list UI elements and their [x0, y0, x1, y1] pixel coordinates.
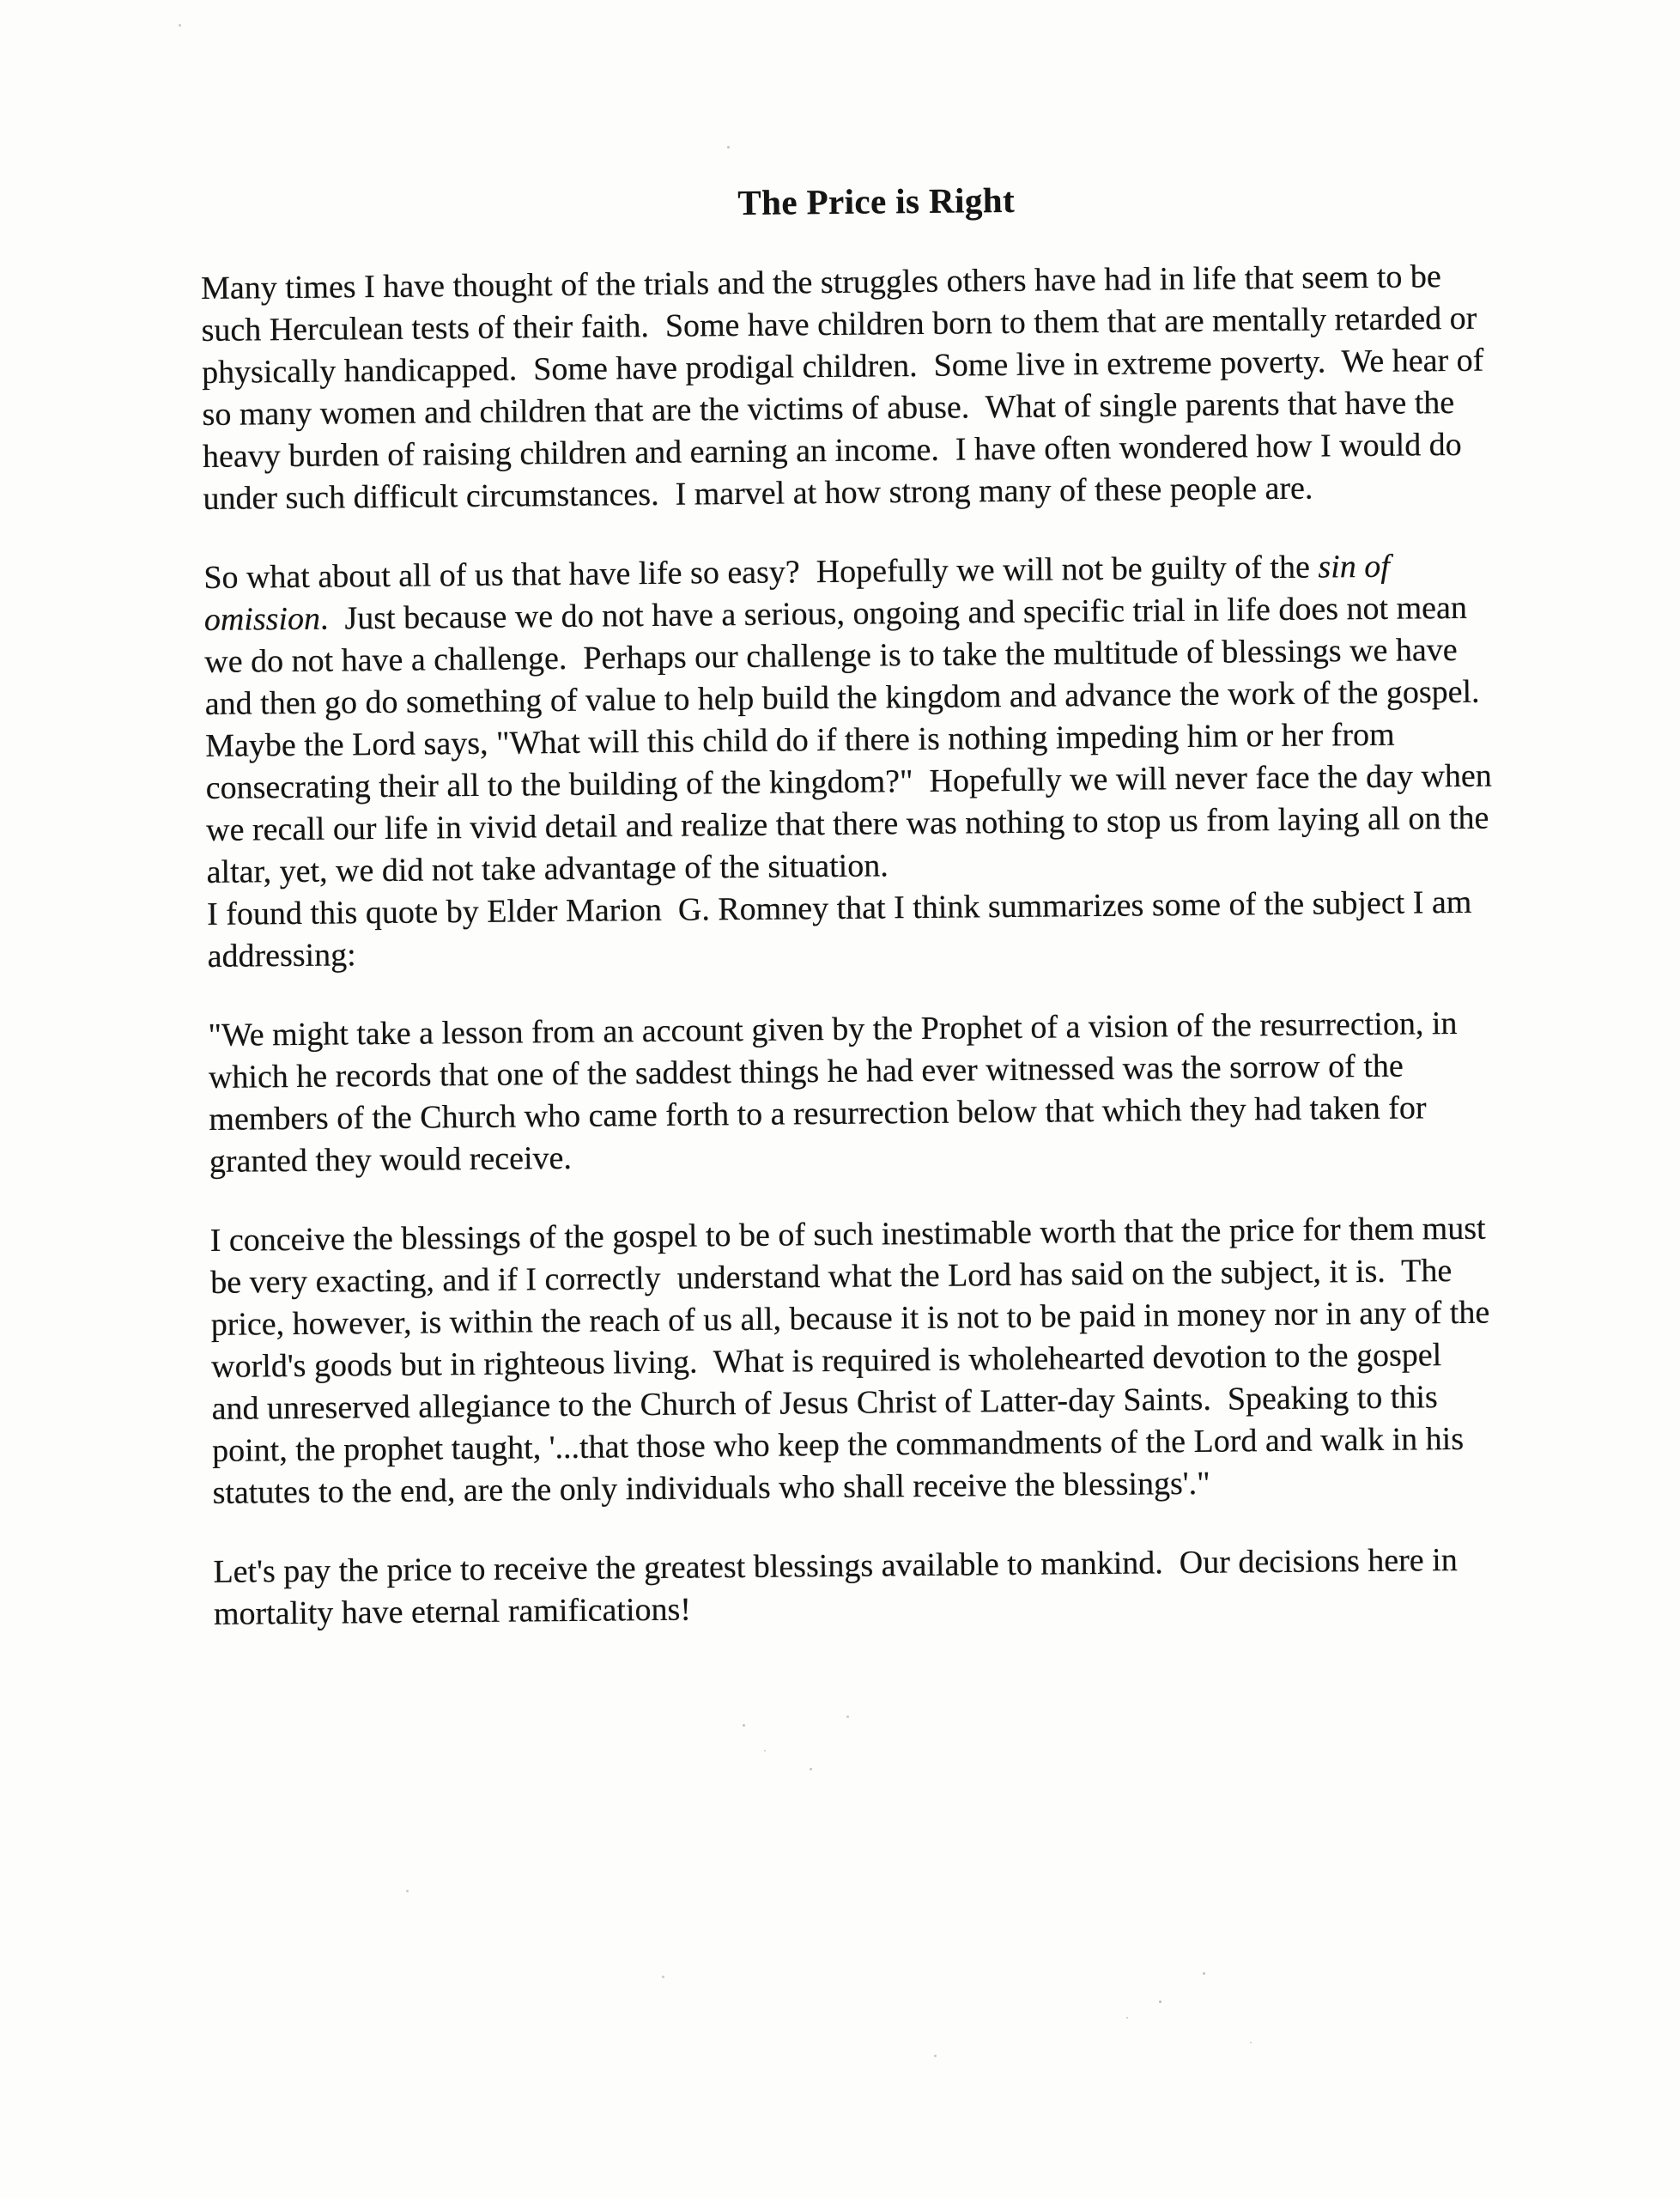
text-line: under such difficult circumstances. I marvel at how strong many of these people are. — [203, 470, 1313, 517]
document-content — [200, 174, 1567, 1673]
text-line: we recall our life in vivid detail and realize that there was nothing to stop us from laying all on the — [205, 799, 1489, 848]
scan-speckle — [1250, 2042, 1252, 2043]
scan-speckle — [1203, 1972, 1205, 1975]
text-line: Many times I have thought of the trials and the struggles others have had in life that seem to be — [200, 258, 1441, 307]
text-line: consecrating their all to the building of the kingdom?" Hopefully we will never face the day when — [205, 757, 1492, 806]
scan-speckle — [810, 1768, 812, 1770]
paragraph — [201, 255, 1556, 520]
text-line: mortality have eternal ramifications! — [213, 1591, 692, 1632]
scan-speckle — [1126, 2017, 1128, 2019]
paragraph — [203, 544, 1560, 978]
text-line: altar, yet, we did not take advantage of the situation. — [206, 847, 889, 890]
text-line: price, however, is within the reach of us all, because it is not to be paid in money nor in any of the — [210, 1294, 1490, 1343]
scan-speckle — [406, 1890, 409, 1892]
text-line: Maybe the Lord says, "What will this child do if there is nothing impeding him or her from — [205, 716, 1395, 764]
paragraph — [213, 1539, 1566, 1636]
document-paragraphs — [201, 255, 1566, 1636]
text-line: which he records that one of the saddest things he had ever witnessed was the sorrow of the — [208, 1047, 1404, 1096]
text-line: physically handicapped. Some have prodigal children. Some live in extreme poverty. We hear of — [201, 342, 1484, 391]
document-title: The Price is Right — [737, 179, 1016, 222]
text-line: members of the Church who came forth to a resurrection below that which they had taken for — [209, 1090, 1427, 1138]
text-line: be very exacting, and if I correctly understand what the Lord has said on the subject, it is. The — [210, 1253, 1453, 1301]
text-line: world's goods but in righteous living. What is required is wholehearted devotion to the gospel — [210, 1337, 1442, 1385]
text-line: we do not have a challenge. Perhaps our challenge is to take the multitude of blessings we have — [204, 631, 1458, 680]
text-line: omission. Just because we do not have a serious, ongoing and specific trial in life does not mean — [203, 589, 1468, 638]
text-line: I found this quote by Elder Marion G. Romney that I think summarizes some of the subject I am — [206, 883, 1472, 932]
text-line: I conceive the blessings of the gospel to be of such inestimable worth that the price for them must — [209, 1210, 1486, 1259]
text-line: Let's pay the price to receive the greatest blessings available to mankind. Our decisions here in — [213, 1542, 1458, 1590]
text-line: addressing: — [207, 937, 356, 975]
scan-speckle — [1159, 2001, 1161, 2003]
scan-speckle — [179, 24, 181, 27]
scan-speckle — [662, 1976, 664, 1978]
paragraph — [210, 1207, 1565, 1515]
scan-speckle — [934, 2055, 937, 2057]
text-line: heavy burden of raising children and earning an income. I have often wondered how I would do — [202, 426, 1462, 475]
scan-speckle — [846, 1715, 849, 1718]
scan-speckle — [727, 146, 730, 149]
text-line: and then go do something of value to help build the kingdom and advance the work of the gospel. — [204, 673, 1480, 722]
text-line: so many women and children that are the victims of abuse. What of single parents that have the — [202, 384, 1455, 433]
paragraph — [208, 1002, 1562, 1183]
text-line: "We might take a lesson from an account given by the Prophet of a vision of the resurrection, in — [208, 1005, 1458, 1053]
text-line: granted they would receive. — [209, 1139, 573, 1180]
text-line: So what about all of us that have life so easy? Hopefully we will not be guilty of the sin of — [203, 548, 1390, 596]
text-line: statutes to the end, are the only individuals who shall receive the blessings'." — [212, 1465, 1210, 1511]
scan-speckle — [764, 1750, 766, 1752]
text-line: point, the prophet taught, '...that those who keep the commandments of the Lord and walk in his — [211, 1420, 1465, 1469]
scan-speckle — [743, 1724, 745, 1727]
text-line: such Herculean tests of their faith. Some have children born to them that are mentally retarded or — [201, 300, 1477, 349]
text-line: and unreserved allegiance to the Church of Jesus Christ of Latter-day Saints. Speaking to this — [211, 1379, 1438, 1427]
